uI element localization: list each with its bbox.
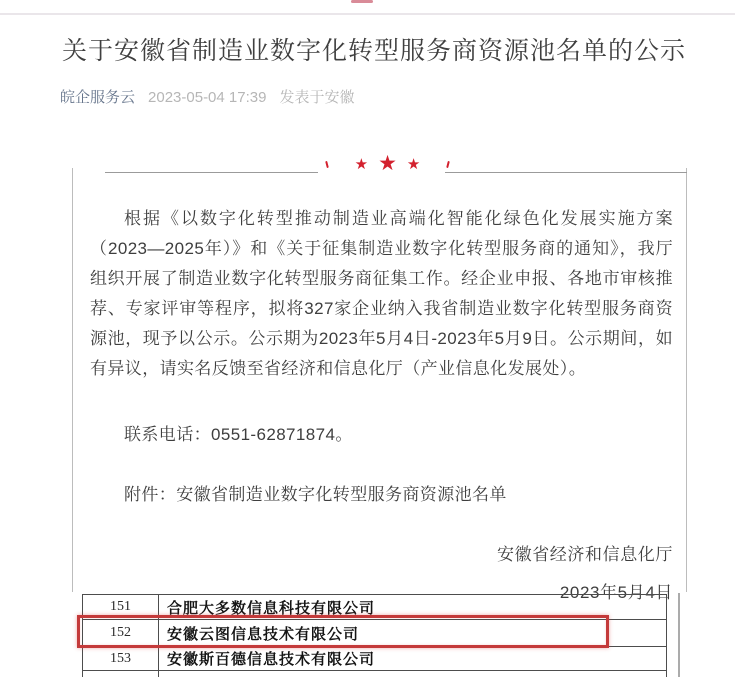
star-icon: ★: [406, 155, 421, 173]
top-divider: [0, 13, 735, 15]
signature-date: 2023年5月4日: [559, 583, 673, 602]
attachment-line: 附件：安徽省制造业数字化转型服务商资源池名单: [124, 485, 507, 504]
notice-document-box: [72, 151, 687, 602]
company-name-cell: 安徽云图信息技术有限公司: [167, 625, 360, 643]
row-number-cell: 153: [83, 647, 159, 670]
notice-paragraph: 根据《以数字化转型推动制造业高端化智能化绿色化发展实施方案（2023—2025年）》和《关于征集制造业数字化转型服务商的通知》，我厅组织开展了制造业数字化转型服务商征集工作。经企业申报、各地市审核推荐、专家评审等程序，拟将327家企业纳入我省制造业数字化转型服务商资源池，现予以公示。公示期为2023年5月4日-2023年5月9日。公示期间，如有异议，请实名反馈至省经济和信息化厅（产业信息化发展处）。: [90, 209, 673, 378]
company-name-cell: 安徽斯百德信息技术有限公司: [167, 651, 376, 668]
account-name-link[interactable]: 皖企服务云: [60, 89, 136, 106]
top-decoration-remnant: [351, 0, 373, 3]
notice-body: [90, 204, 673, 608]
table-border-stub: [666, 670, 667, 677]
row-number-cell: 152: [83, 620, 159, 646]
publish-location: 发表于安徽: [279, 89, 355, 106]
table-outer-line: [678, 593, 680, 677]
tick-icon: [447, 160, 451, 167]
company-name-cell: 合肥大多数信息科技有限公司: [167, 599, 376, 617]
star-decoration: [81, 152, 694, 176]
star-icon: ★: [378, 151, 397, 175]
table-border-stub: [82, 670, 83, 677]
row-number-cell: 151: [83, 595, 159, 619]
publish-datetime: 2023-05-04 17:39: [148, 89, 267, 106]
highlight-annotation-box: [77, 615, 609, 648]
tick-icon: [325, 160, 329, 167]
article-title: 关于安徽省制造业数字化转型服务商资源池名单的公示: [62, 37, 687, 65]
byline: [60, 86, 354, 107]
star-icon: ★: [354, 155, 369, 173]
table-row: [83, 647, 666, 671]
table-border-stub: [158, 670, 159, 677]
signature-org: 安徽省经济和信息化厅: [497, 545, 673, 564]
contact-phone-line: 联系电话：0551-62871874。: [124, 425, 353, 444]
